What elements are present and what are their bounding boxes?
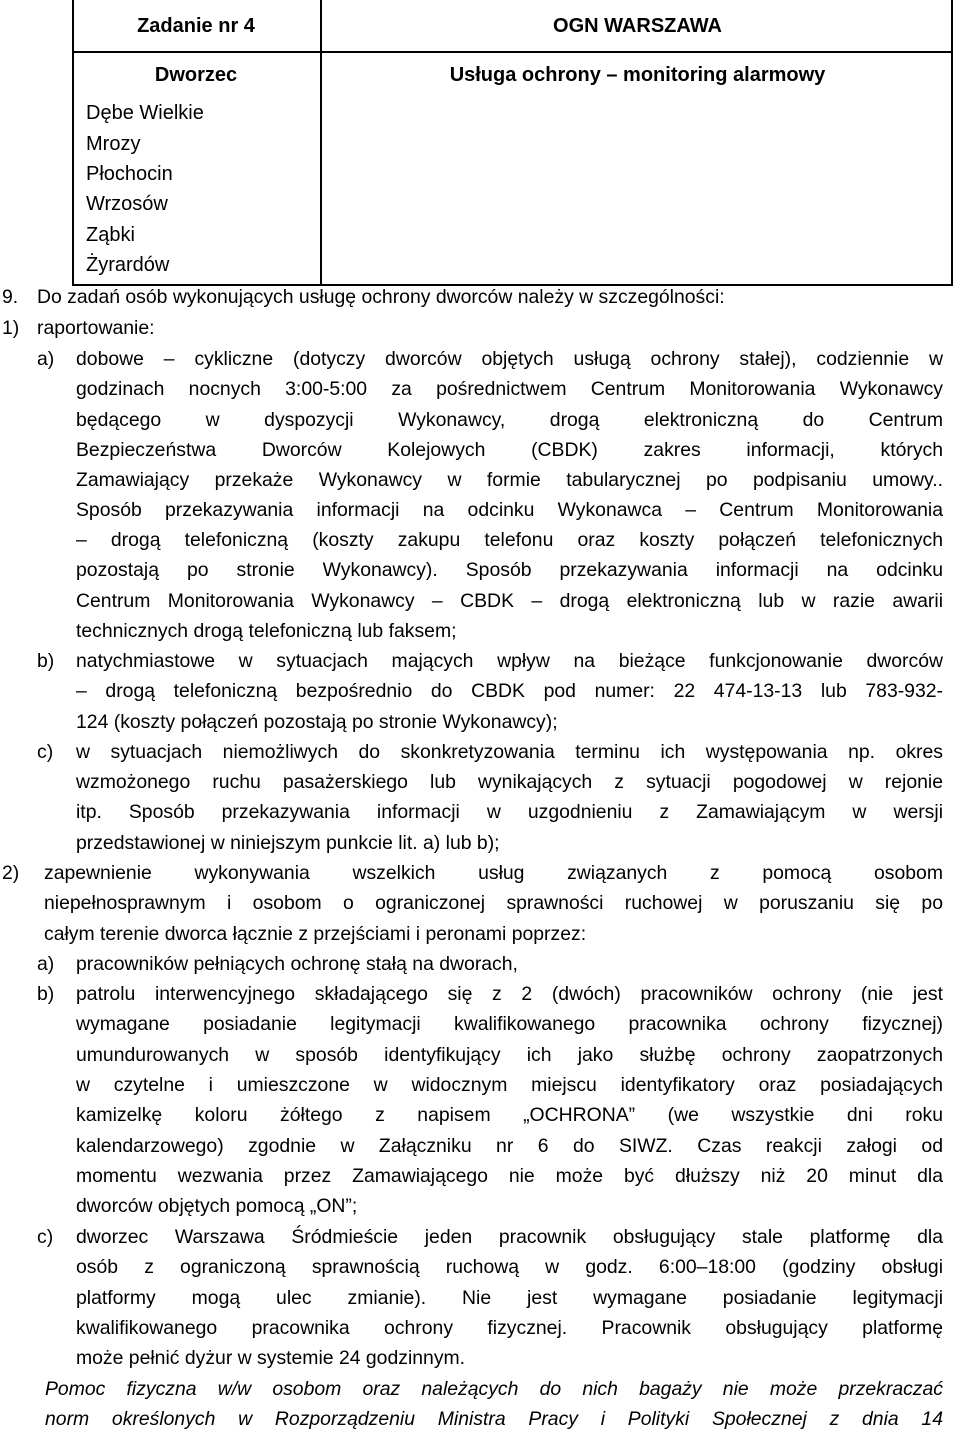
paragraph-line: przedstawionej w niniejszym punkcie lit. a) lub b);: [76, 832, 500, 854]
table-row-divider: [72, 51, 953, 53]
paragraph-line: dworców objętych pomocą „ON”;: [76, 1195, 358, 1217]
list-marker: b): [37, 650, 55, 672]
paragraph-line: godzinach nocnych 3:00-5:00 za pośrednictwem Centrum Monitorowania Wykonawcy: [76, 378, 943, 400]
italic-note-line: norm określonych w Rozporządzeniu Ministra Pracy i Polityki Społecznej z dnia 14: [45, 1408, 943, 1430]
office-name: OGN WARSZAWA: [553, 15, 722, 37]
paragraph-line: – drogą telefoniczną bezpośrednio do CBDK pod numer: 22 474-13-13 lub 783-932-: [76, 680, 943, 702]
paragraph-line: Sposób przekazywania informacji na odcinku Wykonawca – Centrum Monitorowania: [76, 499, 943, 521]
list-marker: a): [37, 348, 55, 370]
station-column-header: Dworzec: [154, 64, 238, 86]
paragraph-line: Bezpieczeństwa Dworców Kolejowych (CBDK) zakres informacji, których: [76, 439, 943, 461]
paragraph-line: wzmożonego ruchu pasażerskiego lub wynikających z sytuacji pogodowej w rejonie: [76, 771, 943, 793]
paragraph-line: osób z ograniczoną sprawnością ruchową w godz. 6:00–18:00 (godziny obsługi: [76, 1256, 943, 1278]
list-marker: 2): [2, 862, 20, 884]
section-intro: Do zadań osób wykonujących usługę ochrony dworców należy w szczególności:: [37, 286, 725, 308]
list-marker: b): [37, 983, 55, 1005]
task-number: Zadanie nr 4: [137, 15, 255, 37]
list-marker: c): [37, 741, 54, 763]
paragraph-line: patrolu interwencyjnego składającego się z 2 (dwóch) pracowników ochrony (nie jest: [76, 983, 943, 1005]
table-border: [72, 0, 953, 286]
paragraph-line: pracowników pełniących ochronę stałą na dworach,: [76, 953, 518, 975]
list-marker: a): [37, 953, 55, 975]
paragraph-line: będącego w dyspozycji Wykonawcy, drogą elektroniczną do Centrum: [76, 409, 943, 431]
paragraph-line: Centrum Monitorowania Wykonawcy – CBDK – drogą elektroniczną lub w razie awarii: [76, 590, 943, 612]
paragraph-line: w sytuacjach niemożliwych do skonkretyzowania terminu ich występowania np. okres: [76, 741, 943, 763]
station-name: Żyrardów: [86, 254, 170, 276]
paragraph-line: kamizelkę koloru żółtego z napisem „OCHRONA” (we wszystkie dni roku: [76, 1104, 943, 1126]
service-table: [72, 0, 953, 286]
paragraph-line: itp. Sposób przekazywania informacji w uzgodnieniu z Zamawiającym w wersji: [76, 801, 943, 823]
list-marker: c): [37, 1226, 54, 1248]
paragraph-line: zapewnienie wykonywania wszelkich usług związanych z pomocą osobom: [44, 862, 943, 884]
section-number: 9.: [2, 286, 19, 308]
paragraph-line: niepełnosprawnym i osobom o ograniczonej sprawności ruchowej w poruszaniu się po: [44, 892, 943, 914]
paragraph-line: Zamawiający przekaże Wykonawcy w formie tabularycznej po podpisaniu umowy..: [76, 469, 943, 491]
paragraph-line: całym terenie dworca łącznie z przejściami i peronami poprzez:: [44, 923, 587, 945]
paragraph-line: natychmiastowe w sytuacjach mających wpływ na bieżące funkcjonowanie dworców: [76, 650, 943, 672]
paragraph-line: dobowe – cykliczne (dotyczy dworców objętych usługą ochrony stałej), codziennie w: [76, 348, 943, 370]
paragraph-line: – drogą telefoniczną (koszty zakupu telefonu oraz koszty połączeń telefonicznych: [76, 529, 943, 551]
paragraph-line: platformy mogą ulec zmianie). Nie jest wymagane posiadanie legitymacji: [76, 1287, 943, 1309]
table-column-divider: [320, 0, 322, 286]
paragraph-line: kwalifikowanego pracownika ochrony fizycznej. Pracownik obsługujący platformę: [76, 1317, 943, 1339]
station-name: Wrzosów: [86, 193, 168, 215]
station-name: Ząbki: [86, 224, 135, 246]
paragraph-line: może pełnić dyżur w systemie 24 godzinnym.: [76, 1347, 466, 1369]
paragraph-line: umundurowanych w sposób identyfikujący ich jako służbę ochrony zaopatrzonych: [76, 1044, 943, 1066]
station-name: Mrozy: [86, 133, 141, 155]
station-name: Dębe Wielkie: [86, 102, 204, 124]
paragraph-line: technicznych drogą telefoniczną lub faksem;: [76, 620, 457, 642]
paragraph-line: dworzec Warszawa Śródmieście jeden pracownik obsługujący stale platformę dla: [76, 1226, 943, 1248]
paragraph-line: pozostają po stronie Wykonawcy). Sposób przekazywania informacji na odcinku: [76, 559, 943, 581]
italic-note-line: Pomoc fizyczna w/w osobom oraz należących do nich bagaży nie może przekraczać: [45, 1378, 943, 1400]
station-name: Płochocin: [86, 163, 173, 185]
paragraph-line: kalendarzowego) zgodnie w Załączniku nr 6 do SIWZ. Czas reakcji załogi od: [76, 1135, 943, 1157]
service-column-header: Usługa ochrony – monitoring alarmowy: [449, 64, 826, 86]
paragraph-line: w czytelne i umieszczone w widocznym miejscu identyfikatory oraz posiadających: [76, 1074, 943, 1096]
paragraph-line: wymagane posiadanie legitymacji kwalifikowanego pracownika ochrony fizycznej): [76, 1013, 943, 1035]
paragraph-line: 124 (koszty połączeń pozostają po stronie Wykonawcy);: [76, 711, 558, 733]
list-marker: 1): [2, 317, 20, 339]
paragraph-line: momentu wezwania przez Zamawiającego nie może być dłuższy niż 20 minut dla: [76, 1165, 943, 1187]
list-item-heading: raportowanie:: [37, 317, 155, 339]
